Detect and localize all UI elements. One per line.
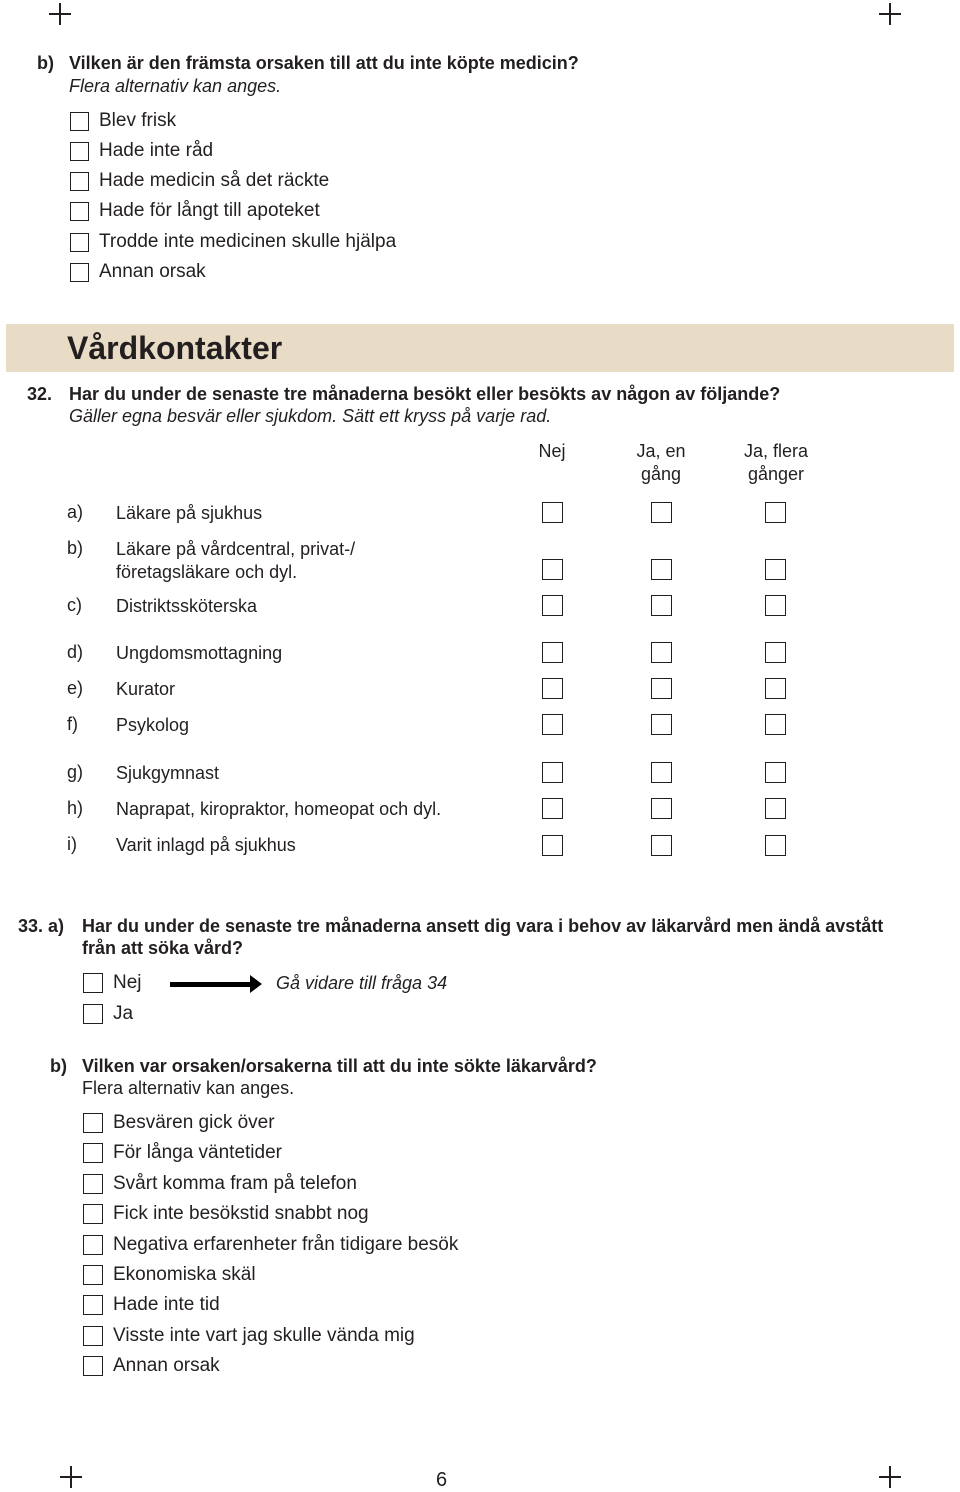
row-label bbox=[116, 714, 189, 737]
checkbox-nej[interactable] bbox=[542, 642, 563, 663]
row-letter: h) bbox=[67, 798, 84, 818]
option-label: Negativa erfarenheter från tidigare besök bbox=[113, 1234, 459, 1255]
prev-option[interactable] bbox=[70, 200, 320, 222]
option-label: Hade för långt till apoteket bbox=[99, 200, 320, 221]
row-label-line: Läkare på vårdcentral, privat-/ bbox=[116, 539, 356, 559]
checkbox[interactable] bbox=[70, 142, 89, 161]
checkbox[interactable] bbox=[83, 1143, 103, 1163]
q33b-question: Vilken var orsaken/orsakerna till att du inte sökte läkarvård? bbox=[82, 1056, 597, 1076]
row-label bbox=[116, 502, 262, 525]
checkbox-ja-en-gang[interactable] bbox=[651, 798, 672, 819]
column-header-nej bbox=[512, 440, 592, 463]
row-letter: a) bbox=[67, 502, 84, 522]
row-label bbox=[116, 834, 296, 857]
q33a-option-nej[interactable] bbox=[83, 972, 142, 994]
checkbox-ja-en-gang[interactable] bbox=[651, 502, 672, 523]
option-label: Visste inte vart jag skulle vända mig bbox=[113, 1325, 415, 1346]
prev-question-label: b) bbox=[37, 53, 54, 73]
section-title: Vårdkontakter bbox=[67, 330, 283, 366]
registration-mark-top-right bbox=[879, 3, 901, 25]
checkbox[interactable] bbox=[83, 1204, 103, 1224]
q33b-label: b) bbox=[50, 1056, 67, 1076]
row-letter: f) bbox=[67, 714, 78, 734]
checkbox-nej[interactable] bbox=[542, 595, 563, 616]
row-letter: g) bbox=[67, 762, 84, 782]
checkbox-ja-flera-ganger[interactable] bbox=[765, 678, 786, 699]
row-label bbox=[116, 595, 257, 618]
q33a-question-line2: från att söka vård? bbox=[82, 938, 244, 958]
prev-question-text: Vilken är den främsta orsaken till att du inte köpte medicin? bbox=[69, 53, 579, 73]
row-letter: i) bbox=[67, 834, 77, 854]
option-label: Annan orsak bbox=[99, 261, 206, 282]
row-label bbox=[116, 762, 219, 785]
checkbox[interactable] bbox=[83, 973, 103, 993]
column-header-ja-flera-ganger bbox=[721, 440, 831, 486]
checkbox-nej[interactable] bbox=[542, 762, 563, 783]
registration-mark-bottom-left bbox=[60, 1466, 82, 1488]
prev-option[interactable] bbox=[70, 170, 329, 192]
q33b-option[interactable] bbox=[83, 1355, 220, 1377]
option-label: Blev frisk bbox=[99, 110, 177, 131]
q33b-option[interactable] bbox=[83, 1325, 415, 1347]
checkbox-nej[interactable] bbox=[542, 714, 563, 735]
column-header-line: gång bbox=[640, 464, 682, 484]
q32-instruction: Gäller egna besvär eller sjukdom. Sätt ett kryss på varje rad. bbox=[69, 406, 552, 426]
checkbox[interactable] bbox=[83, 1235, 103, 1255]
q33b-option[interactable] bbox=[83, 1112, 275, 1134]
prev-option[interactable] bbox=[70, 140, 213, 162]
q33a-option-ja[interactable] bbox=[83, 1003, 133, 1025]
row-label-line: företagsläkare och dyl. bbox=[116, 562, 298, 582]
checkbox[interactable] bbox=[70, 112, 89, 131]
checkbox-ja-flera-ganger[interactable] bbox=[765, 798, 786, 819]
q33b-option[interactable] bbox=[83, 1294, 220, 1316]
checkbox-nej[interactable] bbox=[542, 559, 563, 580]
checkbox[interactable] bbox=[83, 1265, 103, 1285]
column-header-line: Nej bbox=[538, 441, 566, 461]
checkbox[interactable] bbox=[83, 1004, 103, 1024]
checkbox-nej[interactable] bbox=[542, 798, 563, 819]
option-label: Ekonomiska skäl bbox=[113, 1264, 256, 1285]
arrow-head-icon bbox=[250, 975, 262, 993]
option-label: Svårt komma fram på telefon bbox=[113, 1173, 357, 1194]
checkbox-ja-flera-ganger[interactable] bbox=[765, 502, 786, 523]
prev-option[interactable] bbox=[70, 110, 176, 132]
checkbox-nej[interactable] bbox=[542, 835, 563, 856]
option-label: Hade inte råd bbox=[99, 140, 214, 161]
q33a-question-line1: Har du under de senaste tre månaderna ansett dig vara i behov av läkarvård men ändå avstått bbox=[82, 916, 884, 936]
q32-number: 32. bbox=[27, 384, 53, 404]
row-label-line: Ungdomsmottagning bbox=[116, 643, 283, 663]
row-letter: b) bbox=[67, 538, 84, 558]
option-label: Nej bbox=[113, 972, 142, 993]
registration-mark-top-left bbox=[49, 3, 71, 25]
option-label: Hade medicin så det räckte bbox=[99, 170, 330, 191]
q33b-option[interactable] bbox=[83, 1203, 369, 1225]
checkbox-ja-flera-ganger[interactable] bbox=[765, 559, 786, 580]
row-letter: c) bbox=[67, 595, 82, 615]
checkbox-ja-flera-ganger[interactable] bbox=[765, 714, 786, 735]
column-header-line: Ja, flera bbox=[743, 441, 809, 461]
checkbox-ja-flera-ganger[interactable] bbox=[765, 642, 786, 663]
checkbox-nej[interactable] bbox=[542, 502, 563, 523]
registration-mark-bottom-right bbox=[879, 1466, 901, 1488]
checkbox-ja-en-gang[interactable] bbox=[651, 762, 672, 783]
page-number: 6 bbox=[436, 1469, 448, 1491]
checkbox-ja-flera-ganger[interactable] bbox=[765, 762, 786, 783]
option-label: Besvären gick över bbox=[113, 1112, 275, 1133]
checkbox-ja-flera-ganger[interactable] bbox=[765, 835, 786, 856]
checkbox[interactable] bbox=[83, 1113, 103, 1133]
checkbox[interactable] bbox=[83, 1356, 103, 1376]
row-label bbox=[116, 678, 175, 701]
row-letter: e) bbox=[67, 678, 84, 698]
q33b-option[interactable] bbox=[83, 1142, 282, 1164]
q33b-option[interactable] bbox=[83, 1173, 357, 1195]
option-label: Fick inte besökstid snabbt nog bbox=[113, 1203, 369, 1224]
checkbox-ja-flera-ganger[interactable] bbox=[765, 595, 786, 616]
checkbox-ja-en-gang[interactable] bbox=[651, 595, 672, 616]
column-header-line: gånger bbox=[747, 464, 805, 484]
checkbox-ja-en-gang[interactable] bbox=[651, 559, 672, 580]
q33-number: 33. a) bbox=[18, 916, 65, 936]
row-label-line: Psykolog bbox=[116, 715, 190, 735]
arrow-right-icon bbox=[170, 982, 256, 987]
q33b-instruction: Flera alternativ kan anges. bbox=[82, 1078, 295, 1098]
row-letter: d) bbox=[67, 642, 84, 662]
checkbox-ja-en-gang[interactable] bbox=[651, 642, 672, 663]
q32-question: Har du under de senaste tre månaderna besökt eller besökts av någon av följande? bbox=[69, 384, 781, 404]
row-label-line: Läkare på sjukhus bbox=[116, 503, 263, 523]
row-label-line: Varit inlagd på sjukhus bbox=[116, 835, 296, 855]
checkbox[interactable] bbox=[83, 1174, 103, 1194]
checkbox-ja-en-gang[interactable] bbox=[651, 678, 672, 699]
row-label bbox=[116, 642, 282, 665]
row-label bbox=[116, 798, 441, 821]
prev-option[interactable] bbox=[70, 231, 396, 253]
q33b-option[interactable] bbox=[83, 1234, 458, 1256]
q33b-option[interactable] bbox=[83, 1264, 256, 1286]
row-label bbox=[116, 538, 355, 584]
checkbox[interactable] bbox=[70, 263, 89, 282]
row-label-line: Distriktssköterska bbox=[116, 596, 258, 616]
checkbox-ja-en-gang[interactable] bbox=[651, 714, 672, 735]
checkbox[interactable] bbox=[70, 172, 89, 191]
column-header-line: Ja, en bbox=[636, 441, 686, 461]
checkbox[interactable] bbox=[83, 1326, 103, 1346]
checkbox[interactable] bbox=[83, 1295, 103, 1315]
skip-instruction: Gå vidare till fråga 34 bbox=[276, 973, 448, 993]
row-label-line: Naprapat, kiropraktor, homeopat och dyl. bbox=[116, 799, 442, 819]
option-label: Trodde inte medicinen skulle hjälpa bbox=[99, 231, 397, 252]
column-header-ja-en-gang bbox=[611, 440, 711, 486]
checkbox-ja-en-gang[interactable] bbox=[651, 835, 672, 856]
option-label: För långa väntetider bbox=[113, 1142, 282, 1163]
checkbox-nej[interactable] bbox=[542, 678, 563, 699]
option-label: Annan orsak bbox=[113, 1355, 220, 1376]
row-label-line: Kurator bbox=[116, 679, 176, 699]
option-label: Ja bbox=[113, 1003, 134, 1024]
row-label-line: Sjukgymnast bbox=[116, 763, 220, 783]
option-label: Hade inte tid bbox=[113, 1294, 220, 1315]
prev-question-instruction: Flera alternativ kan anges. bbox=[69, 76, 282, 96]
checkbox[interactable] bbox=[70, 233, 89, 252]
prev-option[interactable] bbox=[70, 261, 206, 283]
checkbox[interactable] bbox=[70, 202, 89, 221]
